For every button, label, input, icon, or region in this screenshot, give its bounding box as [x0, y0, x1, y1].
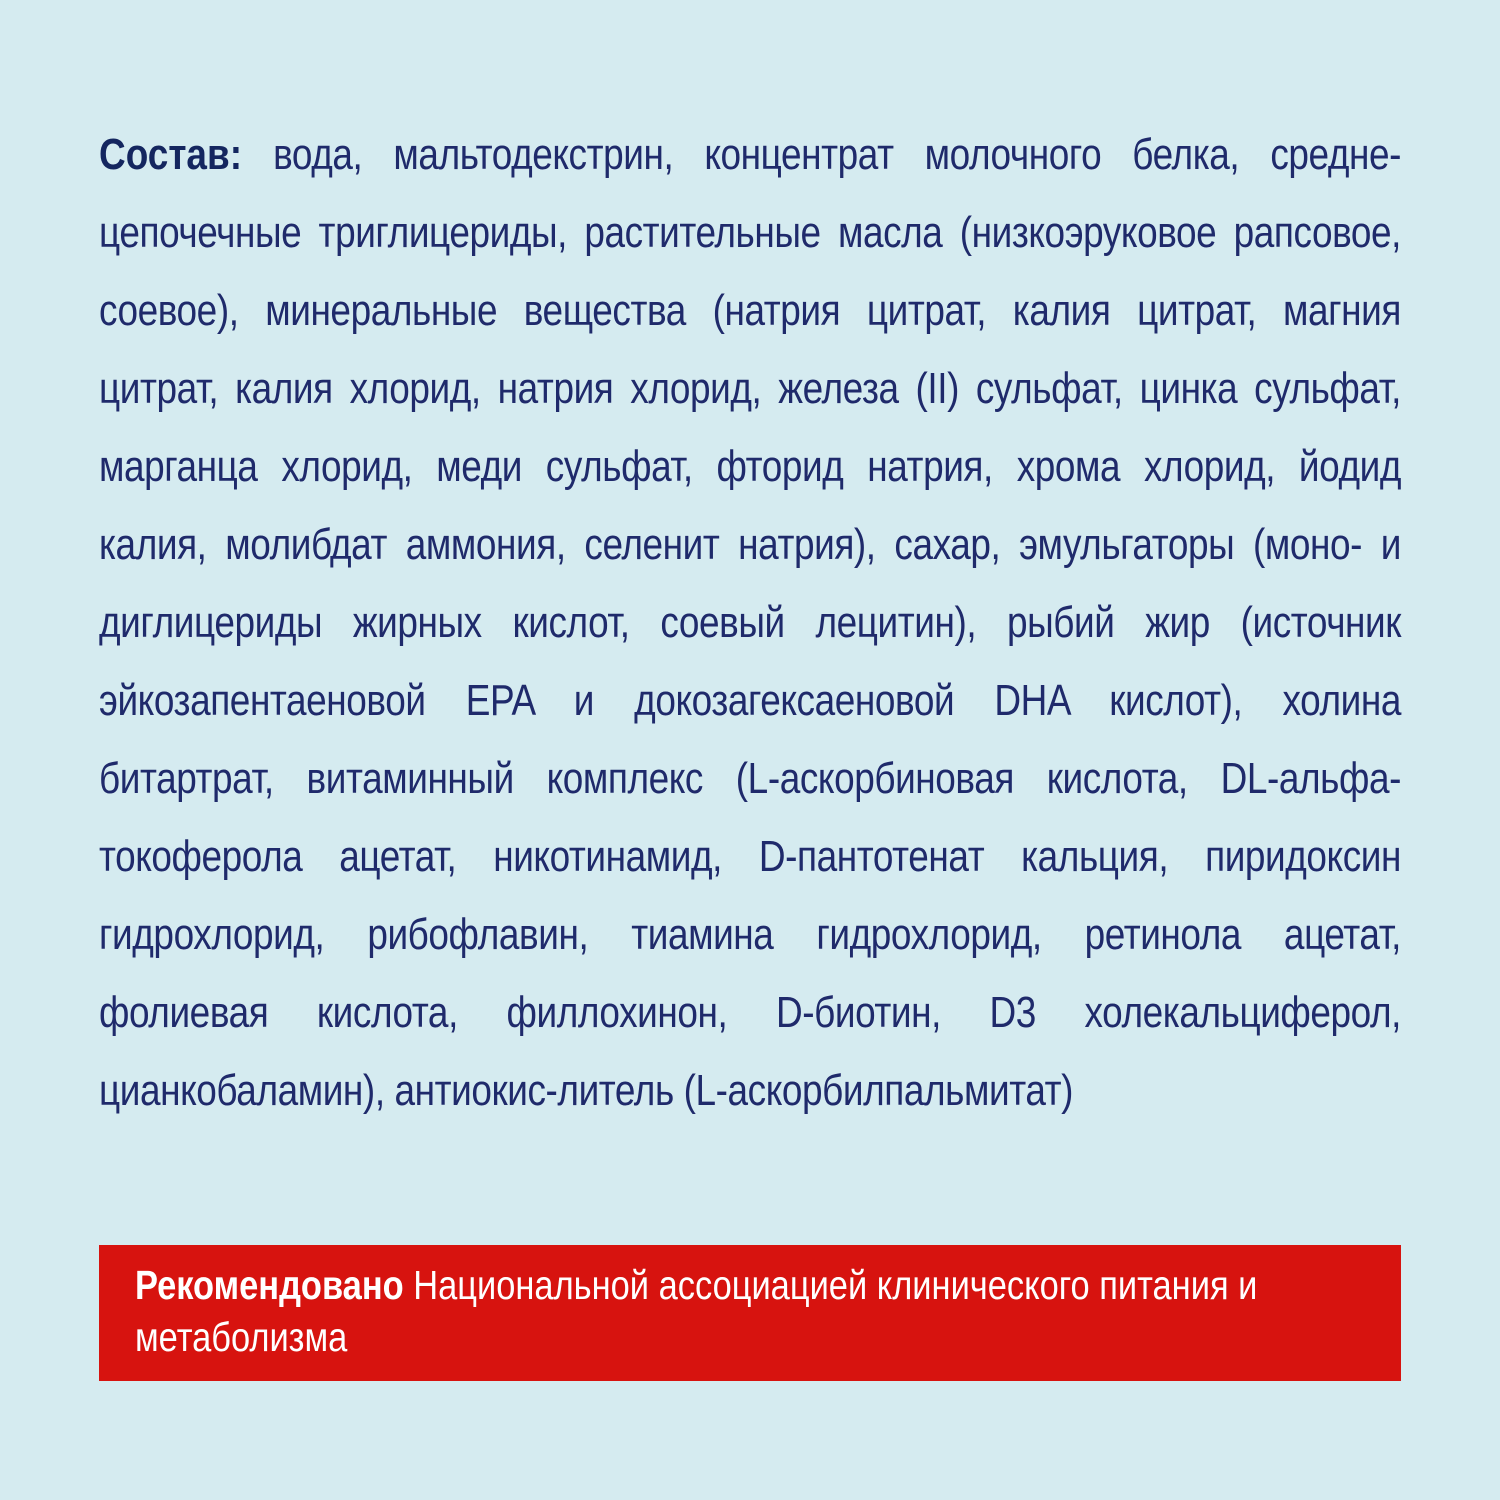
recommendation-body: Национальной ассоциацией клинического питания и метаболизма — [135, 1262, 1258, 1360]
recommendation-banner — [99, 1245, 1401, 1381]
recommendation-text — [135, 1259, 1353, 1363]
recommendation-bold: Рекомендовано — [135, 1262, 404, 1308]
composition-label: Состав: — [99, 130, 243, 179]
composition-ingredients: вода, мальтодекстрин, концентрат молочного белка, средне-цепочечные триглицериды, растительные масла (низкоэруковое рапсовое, соевое), минеральные вещества (натрия цитрат, калия цитрат, магния цитрат, калия хлорид, натрия хлорид, железа (II) сульфат, цинка сульфат, марганца хлорид, меди сульфат, фторид натрия, хрома хлорид, йодид калия, молибдат аммония, селенит натрия), сахар, эмульгаторы (моно- и диглицериды жирных кислот, соевый лецитин), рыбий жир (источник эйкозапентаеновой EPA и докозагексаеновой DHA кислот), холина битартрат, витаминный комплекс (L-аскорбиновая кислота, DL-альфа-токоферола ацетат, никотинамид, D-пантотенат кальция, пиридоксин гидрохлорид, рибофлавин, тиамина гидрохлорид, ретинола ацетат, фолиевая кислота, филлохинон, D-биотин, D3 холекальциферол, цианкобаламин), антиокис-литель (L-аскорбилпальмитат) — [99, 130, 1402, 1115]
composition-text — [99, 116, 1401, 1130]
